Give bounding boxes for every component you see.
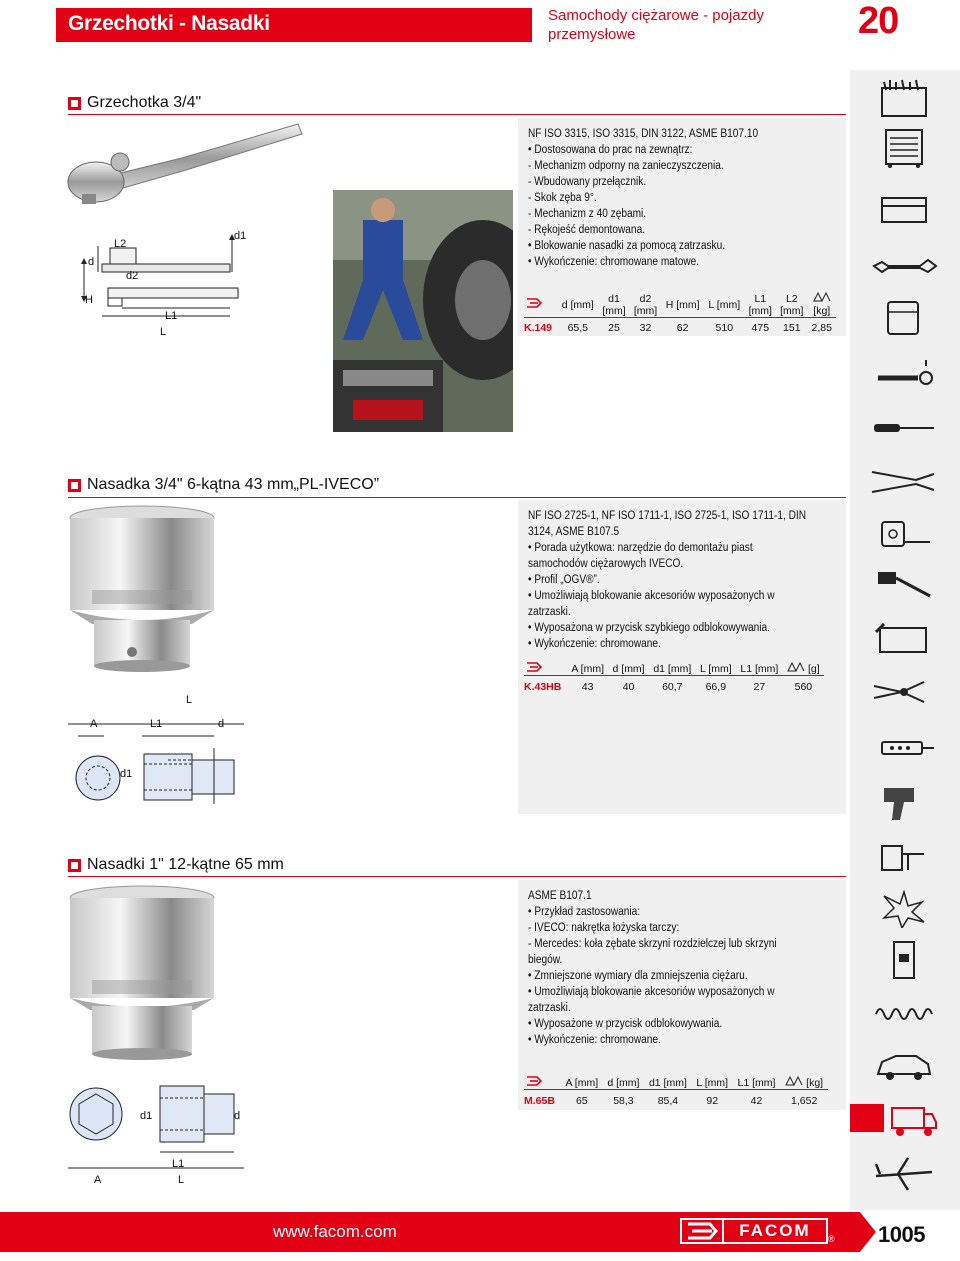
- socket-icon[interactable]: [868, 298, 940, 338]
- facom-logo[interactable]: FACOM: [724, 1220, 826, 1242]
- socket65-feature-6: • Umożliwiają blokowanie akcesoriów wyposażonych w: [528, 986, 775, 998]
- section-socket43-title-text: Nasadka 3/4" 6-kątna 43 mm„PL-IVECO”: [87, 476, 380, 493]
- socket65-product-image: [62, 884, 222, 1060]
- cell: 65,5: [557, 318, 598, 335]
- dim-d: d: [218, 718, 225, 730]
- mechanic-usage-photo: [333, 190, 513, 432]
- table-row[interactable]: [524, 318, 836, 335]
- socket65-feature-7: zatrzaski.: [528, 1002, 571, 1014]
- cell: 42: [733, 1090, 781, 1108]
- socket43-standards-2: 3124, ASME B107.5: [528, 526, 620, 538]
- ratchet-technical-drawing: [80, 228, 250, 340]
- col-weight: [780, 1076, 828, 1090]
- ratchet-product-image: [62, 118, 312, 208]
- dim-H: H: [85, 294, 93, 306]
- chapter-number: 20: [858, 0, 899, 42]
- cell: 151: [776, 318, 808, 335]
- socket65-standards: ASME B107.1: [528, 890, 592, 902]
- dim-d: d: [234, 1110, 241, 1122]
- dim-d1: d1: [234, 230, 247, 242]
- section-marker-icon: [68, 859, 81, 872]
- ref-key-icon: [524, 662, 567, 676]
- socket65-technical-drawing: [68, 1082, 248, 1182]
- col-L1-unit: [mm]: [748, 305, 772, 317]
- socket43-feature-6: • Wyposażona w przycisk szybkiego odblokowywania.: [528, 622, 770, 634]
- ratchet-specifications: [528, 126, 836, 270]
- col-L1: L1: [754, 292, 767, 305]
- dim-L1: L1: [165, 310, 178, 322]
- section-socket65-title-text: Nasadki 1" 12-kątne 65 mm: [87, 856, 284, 873]
- dim-L1: L1: [150, 718, 163, 730]
- cell: 475: [745, 318, 777, 335]
- cell: 510: [704, 318, 745, 335]
- section-marker-icon: [68, 479, 81, 492]
- table-row[interactable]: [524, 676, 824, 694]
- col-L: L [mm]: [708, 298, 741, 311]
- cell: 58,3: [603, 1090, 644, 1108]
- cell: 43: [567, 676, 608, 694]
- weight-icon: [787, 662, 805, 672]
- ratchet-standards: NF ISO 3315, ISO 3315, DIN 3122, ASME B107.10: [528, 128, 759, 140]
- cell: 27: [736, 676, 783, 694]
- socket65-feature-5: • Zmniejszone wymiary dla zmniejszenia ciężaru.: [528, 970, 748, 982]
- section-marker-icon: [68, 97, 81, 110]
- section-divider: [68, 876, 846, 877]
- facom-logo-icon: [682, 1220, 722, 1242]
- section-divider: [68, 114, 846, 115]
- col-d: d [mm]: [561, 298, 594, 311]
- product-ref[interactable]: K.149: [524, 318, 557, 335]
- airplane-icon[interactable]: [868, 1154, 940, 1194]
- dim-L: L: [178, 1174, 185, 1186]
- dim-A: A: [90, 718, 98, 730]
- section-socket43-title: [68, 476, 379, 494]
- tool-box-icon[interactable]: [868, 128, 940, 168]
- dim-L1: L1: [172, 1158, 185, 1170]
- socket43-spec-table: [524, 662, 824, 693]
- ratchet-feature-5: - Mechanizm z 40 zębami.: [528, 208, 647, 220]
- vice-icon[interactable]: [868, 836, 940, 876]
- pliers-icon[interactable]: [868, 462, 940, 502]
- ratchet-feature-7: • Blokowanie nasadki za pomocą zatrzasku.: [528, 240, 726, 252]
- weight-icon: [808, 292, 836, 305]
- registered-mark: ®: [828, 1234, 835, 1244]
- col-A: A [mm]: [565, 1076, 599, 1089]
- page-title: Grzechotki - Nasadki: [68, 12, 270, 35]
- col-d2-unit: [mm]: [633, 305, 658, 317]
- screwdriver-icon[interactable]: [868, 408, 940, 448]
- col-A: A [mm]: [571, 662, 604, 675]
- dim-L2: L2: [114, 238, 127, 250]
- cell: 2,85: [808, 318, 836, 335]
- socket43-product-image: [62, 504, 222, 674]
- socket65-feature-9: • Wykończenie: chromowane.: [528, 1034, 661, 1046]
- cutting-pliers-icon[interactable]: [868, 672, 940, 712]
- hacksaw-icon[interactable]: [868, 620, 940, 660]
- col-weight-unit: [kg]: [813, 305, 831, 317]
- tool-chest-icon[interactable]: [868, 78, 940, 118]
- col-L2: L2: [785, 292, 798, 305]
- col-d1: d1 [mm]: [648, 1076, 687, 1089]
- impact-wrench-icon[interactable]: [868, 782, 940, 822]
- section-socket65-title: [68, 856, 284, 874]
- cell: 1,652: [780, 1090, 828, 1108]
- ratchet-feature-8: • Wykończenie: chromowane matowe.: [528, 256, 700, 268]
- hammer-icon[interactable]: [868, 566, 940, 606]
- socket43-feature-1: • Porada użytkowa: narzędzie do demontażu piast: [528, 542, 753, 554]
- cell: 66,9: [696, 676, 736, 694]
- socket65-feature-4: biegów.: [528, 954, 563, 966]
- dim-d2: d2: [126, 270, 139, 282]
- spring-icon[interactable]: [868, 994, 940, 1034]
- col-weight-unit: [kg]: [806, 1077, 824, 1089]
- socket43-standards-1: NF ISO 2725-1, NF ISO 1711-1, ISO 2725-1, ISO 1711-1, DIN: [528, 510, 807, 522]
- col-d1-unit: [mm]: [602, 305, 626, 317]
- col-d: d [mm]: [607, 1076, 640, 1089]
- col-L: L [mm]: [699, 662, 732, 675]
- cell: 92: [692, 1090, 733, 1108]
- col-L1: L1 [mm]: [737, 1076, 776, 1089]
- cell: 32: [630, 318, 662, 335]
- section-divider: [68, 497, 846, 498]
- socket43-feature-7: • Wykończenie: chromowane.: [528, 638, 661, 650]
- page-number: 1005: [878, 1222, 925, 1247]
- socket65-spec-table: [524, 1076, 828, 1107]
- col-d: d [mm]: [612, 662, 645, 675]
- ref-key-icon: [524, 1076, 561, 1090]
- ratchet-feature-2: - Mechanizm odporny na zanieczyszczenia.: [528, 160, 724, 172]
- tape-measure-icon[interactable]: [868, 514, 940, 554]
- cell: 560: [783, 676, 824, 694]
- section-ratchet-title-text: Grzechotka 3/4": [87, 94, 202, 111]
- circuit-breaker-icon[interactable]: [868, 940, 940, 980]
- wrench-icon[interactable]: [868, 246, 940, 286]
- col-H: H [mm]: [665, 298, 700, 311]
- product-ref[interactable]: M.65B: [524, 1090, 561, 1108]
- dim-L: L: [186, 694, 193, 706]
- ratchet-feature-1: • Dostosowana do prac na zewnątrz:: [528, 144, 693, 156]
- section-ratchet-title: [68, 94, 201, 112]
- col-d2: d2: [639, 292, 652, 305]
- socket65-feature-1: • Przykład zastosowania:: [528, 906, 641, 918]
- truck-icon[interactable]: [868, 1100, 940, 1140]
- socket43-feature-3: • Profil „OGV®”.: [528, 574, 600, 586]
- spark-icon[interactable]: [868, 888, 940, 928]
- cell: 62: [661, 318, 704, 335]
- table-row[interactable]: [524, 1090, 828, 1108]
- product-ref[interactable]: K.43HB: [524, 676, 567, 694]
- socket65-feature-8: • Wyposażone w przycisk odblokowywania.: [528, 1018, 723, 1030]
- cell: 85,4: [644, 1090, 692, 1108]
- col-L: L [mm]: [696, 1076, 729, 1089]
- dim-L: L: [160, 326, 167, 338]
- ratchet-feature-3: - Wbudowany przełącznik.: [528, 176, 647, 188]
- socket43-specifications: [528, 508, 836, 652]
- socket65-feature-3: - Mercedes: koła zębate skrzyni rozdzielczej lub skrzyni: [528, 938, 777, 950]
- cell: 40: [608, 676, 649, 694]
- dim-A: A: [94, 1174, 102, 1186]
- socket65-feature-2: - IVECO: nakrętka łożyska tarczy:: [528, 922, 680, 934]
- tool-case-icon[interactable]: [868, 190, 940, 230]
- cell: 60,7: [649, 676, 696, 694]
- socket43-feature-2: samochodów ciężarowych IVECO.: [528, 558, 684, 570]
- car-icon[interactable]: [868, 1046, 940, 1086]
- dim-d1: d1: [120, 768, 133, 780]
- col-L1: L1 [mm]: [740, 662, 779, 675]
- ratchet-spec-table: [524, 292, 836, 334]
- weight-icon: [785, 1076, 803, 1086]
- cell: 65: [561, 1090, 603, 1108]
- col-L2-unit: [mm]: [780, 305, 804, 317]
- ratchet-feature-4: - Skok zęba 9°.: [528, 192, 597, 204]
- ratchet-feature-6: - Rękojeść demontowana.: [528, 224, 646, 236]
- dim-d1: d1: [140, 1110, 153, 1122]
- ratchet-icon[interactable]: [868, 356, 940, 396]
- socket43-feature-5: zatrzaski.: [528, 606, 571, 618]
- socket65-specifications: [528, 888, 836, 1048]
- col-weight: [783, 662, 824, 676]
- electrical-tester-icon[interactable]: [868, 728, 940, 768]
- col-d1: d1 [mm]: [653, 662, 692, 675]
- footer-url-link[interactable]: www.facom.com: [273, 1222, 397, 1241]
- col-weight-unit: [g]: [808, 663, 820, 675]
- page-subtitle: Samochody ciężarowe - pojazdy przemysłowe: [548, 7, 764, 43]
- col-d1: d1: [608, 292, 620, 305]
- dim-d: d: [88, 256, 95, 268]
- cell: 25: [598, 318, 630, 335]
- ref-key-icon: [524, 292, 557, 318]
- socket43-feature-4: • Umożliwiają blokowanie akcesoriów wyposażonych w: [528, 590, 775, 602]
